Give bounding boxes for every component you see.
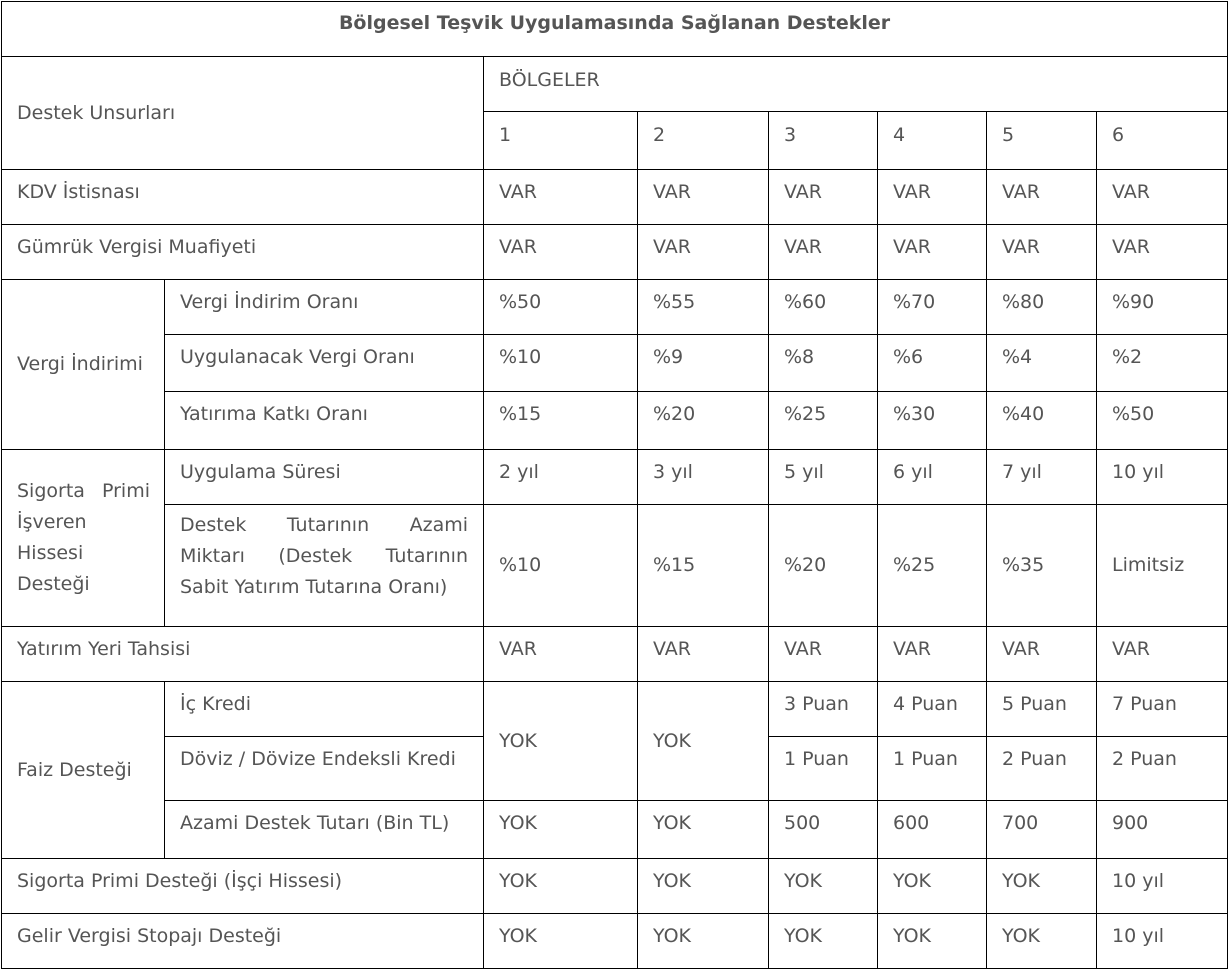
row-label: Gelir Vergisi Stopajı Desteği [2,914,484,969]
row-label: Uygulama Süresi [165,450,484,505]
cell-value: YOK [638,914,769,969]
table-row [2,450,1228,505]
cell-value: VAR [484,627,638,682]
cell-value: VAR [1097,627,1228,682]
cell-value: %50 [484,280,638,335]
region-header: 2 [638,112,769,170]
row-label: İç Kredi [165,682,484,737]
row-group-label [2,450,165,627]
cell-value: %35 [987,505,1097,627]
cell-value: VAR [987,225,1097,280]
cell-value: 5 yıl [769,450,878,505]
cell-value: 5 Puan [987,682,1097,737]
title-row [2,2,1228,57]
cell-value: %25 [878,505,987,627]
cell-value: 2 Puan [1097,737,1228,801]
cell-value: 2 Puan [987,737,1097,801]
cell-value: %60 [769,280,878,335]
cell-value: YOK [987,859,1097,914]
cell-value: VAR [638,170,769,225]
table-row [2,170,1228,225]
cell-value: 10 yıl [1097,859,1228,914]
table-row [2,801,1228,859]
table-row [2,682,1228,737]
table-row [2,225,1228,280]
region-header: 5 [987,112,1097,170]
cell-value: 1 Puan [878,737,987,801]
label-line: Sigorta Primi [17,480,150,502]
label-line: Miktarı (Destek Tutarının [180,545,468,567]
cell-value: YOK [878,859,987,914]
row-label: Uygulanacak Vergi Oranı [165,335,484,392]
cell-value: VAR [878,627,987,682]
cell-value: VAR [987,170,1097,225]
cell-value: %40 [987,392,1097,450]
cell-value: VAR [769,170,878,225]
cell-value: %30 [878,392,987,450]
cell-value: %55 [638,280,769,335]
table-row [2,280,1228,335]
cell-value: 3 yıl [638,450,769,505]
cell-value: 2 yıl [484,450,638,505]
header-row-1 [2,57,1228,112]
cell-value: %80 [987,280,1097,335]
region-header: 3 [769,112,878,170]
cell-value: VAR [1097,170,1228,225]
cell-value: %10 [484,335,638,392]
cell-value: VAR [878,170,987,225]
cell-value: YOK [638,682,769,801]
cell-value: VAR [638,627,769,682]
cell-value: VAR [484,225,638,280]
cell-value: %15 [484,392,638,450]
table-row [2,335,1228,392]
cell-value: YOK [878,914,987,969]
cell-value: 7 yıl [987,450,1097,505]
row-label: Yatırım Yeri Tahsisi [2,627,484,682]
table-row [2,859,1228,914]
cell-value: YOK [769,914,878,969]
cell-value: %9 [638,335,769,392]
cell-value: %10 [484,505,638,627]
cell-value: YOK [638,859,769,914]
table-row [2,627,1228,682]
row-label: Sigorta Primi Desteği (İşçi Hissesi) [2,859,484,914]
cell-value: Limitsiz [1097,505,1228,627]
table-row [2,914,1228,969]
row-label: Azami Destek Tutarı (Bin TL) [165,801,484,859]
cell-value: VAR [769,225,878,280]
cell-value: 1 Puan [769,737,878,801]
cell-value: VAR [484,170,638,225]
cell-value: %6 [878,335,987,392]
cell-value: 7 Puan [1097,682,1228,737]
table-row [2,392,1228,450]
cell-value: VAR [1097,225,1228,280]
region-header: 1 [484,112,638,170]
cell-value: VAR [638,225,769,280]
table-row [2,505,1228,627]
row-group-label: Faiz Desteği [2,682,165,859]
cell-value: %20 [638,392,769,450]
cell-value: YOK [638,801,769,859]
cell-value: 10 yıl [1097,450,1228,505]
region-header: 4 [878,112,987,170]
cell-value: %4 [987,335,1097,392]
cell-value: VAR [987,627,1097,682]
cell-value: %8 [769,335,878,392]
cell-value: 700 [987,801,1097,859]
label-line: Sabit Yatırım Tutarına Oranı) [180,576,448,598]
cell-value: %90 [1097,280,1228,335]
cell-value: VAR [878,225,987,280]
row-group-label: Vergi İndirimi [2,280,165,450]
cell-value: 3 Puan [769,682,878,737]
cell-value: %20 [769,505,878,627]
label-line: Desteği [17,573,90,595]
cell-value: %50 [1097,392,1228,450]
cell-value: YOK [484,801,638,859]
cell-value: %2 [1097,335,1228,392]
cell-value: 900 [1097,801,1228,859]
region-header: 6 [1097,112,1228,170]
cell-value: YOK [987,914,1097,969]
cell-value: 600 [878,801,987,859]
support-table [1,1,1228,969]
cell-value: YOK [484,859,638,914]
cell-value: 500 [769,801,878,859]
cell-value: YOK [484,682,638,801]
row-label: Döviz / Dövize Endeksli Kredi [165,737,484,801]
cell-value: 4 Puan [878,682,987,737]
row-label: KDV İstisnası [2,170,484,225]
destek-unsurlari-header: Destek Unsurları [2,57,484,170]
row-label [165,505,484,627]
label-line: Destek Tutarının Azami [180,514,468,536]
label-line: Hissesi [17,542,84,564]
row-label: Vergi İndirim Oranı [165,280,484,335]
cell-value: VAR [769,627,878,682]
table-title: Bölgesel Teşvik Uygulamasında Sağlanan Destekler [2,2,1228,57]
row-label: Gümrük Vergisi Muafiyeti [2,225,484,280]
cell-value: YOK [484,914,638,969]
label-line: İşveren [17,511,87,533]
bolgeler-header: BÖLGELER [484,57,1228,112]
cell-value: YOK [769,859,878,914]
cell-value: %25 [769,392,878,450]
cell-value: 10 yıl [1097,914,1228,969]
cell-value: %15 [638,505,769,627]
cell-value: %70 [878,280,987,335]
cell-value: 6 yıl [878,450,987,505]
row-label: Yatırıma Katkı Oranı [165,392,484,450]
